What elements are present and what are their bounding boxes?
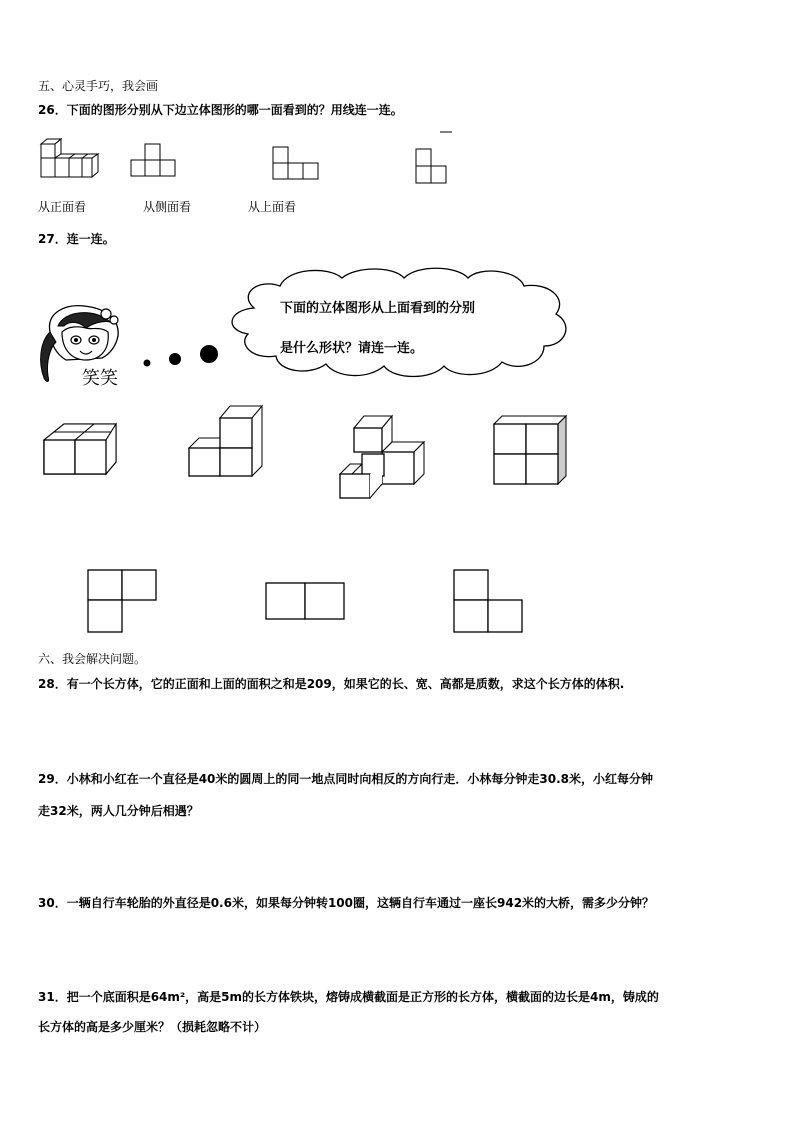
q27-solid-d [492, 414, 568, 486]
q26-label-front: 从正面看 [38, 200, 87, 214]
question-27-text: 27．连一连。 [38, 232, 115, 246]
question-31-text-line-2: 长方体的高是多少厘米？（损耗忽略不计） [38, 1020, 267, 1034]
q26-label-side: 从侧面看 [143, 200, 192, 214]
section-heading-5: 五、心灵手巧，我会画 [38, 79, 159, 93]
cloud-text-line-1: 下面的立体图形从上面看到的分别 [280, 301, 476, 316]
q26-label-top: 从上面看 [248, 200, 297, 214]
q26-view-figure-3 [414, 130, 454, 186]
q27-solid-c [338, 412, 428, 500]
question-26-text: 26．下面的图形分别从下边立体图形的哪一面看到的？用线连一连。 [38, 103, 403, 117]
character-name-label: 笑笑 [82, 368, 118, 389]
question-29-text-line-2: 走32米，两人几分钟后相遇？ [38, 804, 199, 818]
question-31-text-line-1: 31．把一个底面积是64m²，高是5m的长方体铁块，熔铸成横截面是正方形的长方体，横截面的边长是4m，铸成的 [38, 990, 659, 1004]
q26-view-figure-1 [130, 142, 180, 178]
q27-solid-a [42, 422, 126, 480]
section-heading-6: 六、我会解决问题。 [38, 652, 147, 666]
cloud-text-line-2: 是什么形状？请连一连。 [280, 341, 424, 356]
question-30-text: 30．一辆自行车轮胎的外直径是0.6米，如果每分钟转100圈，这辆自行车通过一座长942米的大桥，需多少分钟？ [38, 896, 655, 910]
q27-top-view-2 [264, 581, 348, 621]
q26-solid-figure [38, 135, 102, 181]
q27-top-view-3 [452, 568, 526, 634]
question-28-text: 28．有一个长方体，它的正面和上面的面积之和是209，如果它的长、宽、高都是质数，求这个长方体的体积. [38, 677, 625, 691]
q27-solid-b [186, 404, 266, 480]
q27-top-view-1 [86, 568, 158, 634]
thought-bubble-dots [140, 342, 222, 372]
speech-cloud [218, 264, 578, 382]
question-29-text-line-1: 29．小林和小红在一个直径是40米的圆周上的同一地点同时向相反的方向行走．小林每分钟走30.8米，小红每分钟 [38, 772, 654, 786]
q26-view-figure-2 [272, 145, 322, 181]
